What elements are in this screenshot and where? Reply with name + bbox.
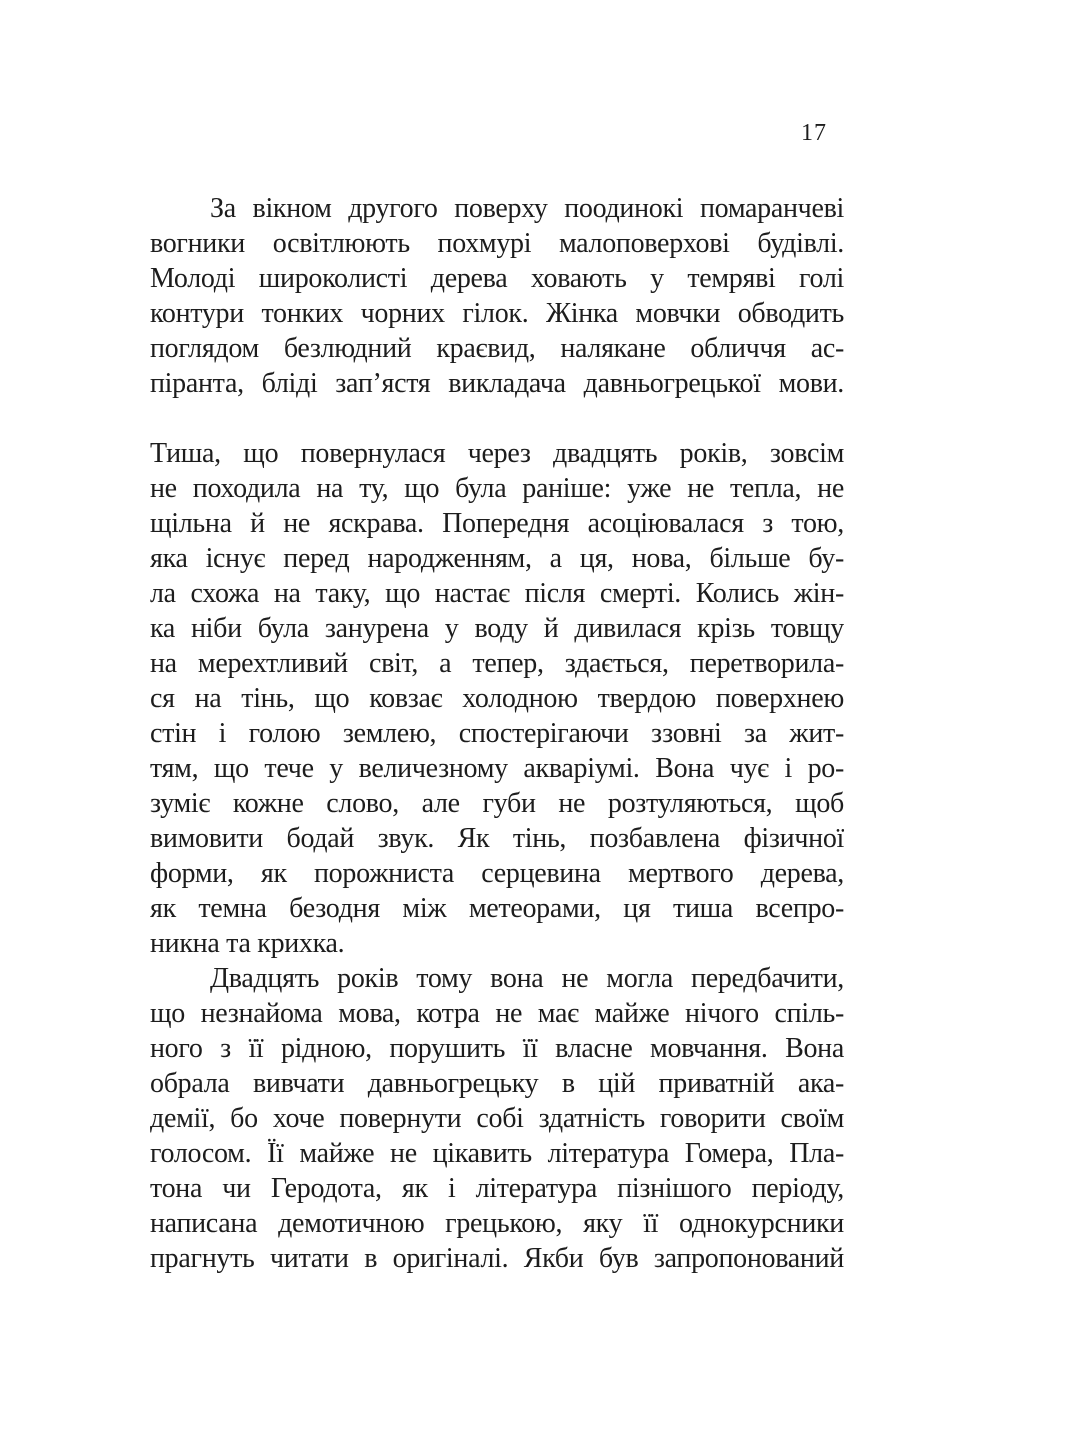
text-block (150, 191, 844, 1276)
text-line: обрала вивчати давньогрецьку в цій приватній ака- (150, 1068, 844, 1099)
text-line: никна та крихка. (150, 928, 345, 959)
paragraph (150, 436, 844, 961)
text-line: ся на тінь, що ковзає холодною твердою поверхнею (150, 683, 844, 714)
text-line: написана демотичною грецькою, яку її однокурсники (150, 1208, 844, 1239)
text-line: Молоді широколисті дерева ховають у темряві голі (150, 263, 844, 294)
text-line: вимовити бодай звук. Як тінь, позбавлена фізичної (150, 823, 844, 854)
text-line: ного з її рідною, порушить її власне мовчання. Вона (150, 1033, 844, 1064)
paragraph (150, 961, 844, 1276)
text-line: демії, бо хоче повернути собі здатність говорити своїм (150, 1103, 844, 1134)
paragraph (150, 191, 844, 401)
text-line: стін і голою землею, спостерігаючи ззовні за жит- (150, 718, 844, 749)
text-line: Двадцять років тому вона не могла передбачити, (210, 963, 844, 994)
text-line: яка існує перед народженням, а ця, нова, більше бу- (150, 543, 844, 574)
text-line: тона чи Геродота, як і література пізнішого періоду, (150, 1173, 844, 1204)
text-line: прагнуть читати в оригіналі. Якби був запропонований (150, 1243, 844, 1274)
text-line: Тиша, що повернулася через двадцять років, зовсім (150, 438, 844, 469)
text-line: ка ніби була занурена у воду й дивилася крізь товщу (150, 613, 844, 644)
text-line: що незнайома мова, котра не має майже нічого спіль- (150, 998, 844, 1029)
text-line: не походила на ту, що була раніше: уже не тепла, не (150, 473, 844, 504)
text-line: піранта, бліді зап’ястя викладача давньогрецької мови. (150, 368, 844, 399)
text-line: вогники освітлюють похмурі малоповерхові будівлі. (150, 228, 844, 259)
text-line: тям, що тече у величезному акваріумі. Вона чує і ро- (150, 753, 844, 784)
text-line: поглядом безлюдний краєвид, налякане обличчя ас- (150, 333, 844, 364)
text-line: За вікном другого поверху поодинокі помаранчеві (210, 193, 844, 224)
text-line: як темна безодня між метеорами, ця тиша всепро- (150, 893, 844, 924)
page-number: 17 (801, 120, 827, 146)
text-line: зуміє кожне слово, але губи не розтуляються, щоб (150, 788, 844, 819)
text-line: ла схожа на таку, що настає після смерті. Колись жін- (150, 578, 844, 609)
text-line: голосом. Її майже не цікавить література Гомера, Пла- (150, 1138, 844, 1169)
text-line: форми, як порожниста серцевина мертвого дерева, (150, 858, 844, 889)
text-line: контури тонких чорних гілок. Жінка мовчки обводить (150, 298, 844, 329)
text-line: щільна й не яскрава. Попередня асоціювалася з тою, (150, 508, 844, 539)
text-line: на мерехтливий світ, а тепер, здається, перетворила- (150, 648, 844, 679)
